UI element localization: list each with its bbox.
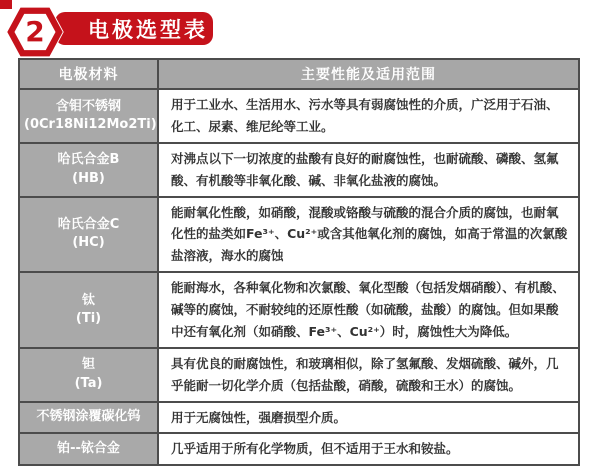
- electrode-selection-table: [18, 58, 580, 466]
- table-row: [19, 348, 579, 402]
- material-name: 哈氏合金B: [57, 152, 120, 168]
- description-cell: 能耐海水，各种氧化物和次氯酸、氧化型酸（包括发烟硝酸）、有机酸、碱等的腐蚀，不耐较纯的还原性酸（如硫酸，盐酸）的腐蚀。但如果酸中还有氧化剂（如硝酸、Fe³⁺、Cu²⁺）时，腐蚀性大为降低。: [158, 272, 579, 348]
- material-code: (0Cr18Ni12Mo2Ti): [24, 116, 157, 132]
- material-name: 含钼不锈钢: [55, 98, 121, 114]
- column-header-performance: 主要性能及适用范围: [158, 59, 579, 89]
- material-cell: [19, 197, 158, 273]
- material-cell: [19, 433, 158, 465]
- table-row: [19, 143, 579, 197]
- material-cell: [19, 143, 158, 197]
- table-row: [19, 272, 579, 348]
- material-code: (Ta): [74, 375, 103, 391]
- description-cell: 对沸点以下一切浓度的盐酸有良好的耐腐蚀性，也耐硫酸、磷酸、氢氟酸、有机酸等非氧化酸、碱、非氧化盐液的腐蚀。: [158, 143, 579, 197]
- description-cell: 用于无腐蚀性，强磨损型介质。: [158, 402, 579, 434]
- material-name: 钽: [81, 357, 95, 373]
- table-row: [19, 89, 579, 143]
- material-cell: [19, 348, 158, 402]
- description-cell: 几乎适用于所有化学物质，但不适用于王水和铵盐。: [158, 433, 579, 465]
- table-row: [19, 197, 579, 273]
- material-name: 不锈钢涂覆碳化钨: [36, 409, 141, 425]
- table-row: [19, 402, 579, 434]
- table-header-row: [19, 59, 579, 89]
- section-number-badge: [6, 5, 64, 59]
- material-name: 钛: [81, 292, 95, 308]
- material-cell: [19, 89, 158, 143]
- column-header-material: 电极材料: [19, 59, 158, 89]
- section-title-banner: [55, 12, 213, 45]
- material-name: 哈氏合金C: [57, 217, 120, 233]
- material-name: 铂--铱合金: [57, 441, 120, 457]
- material-code: (HC): [72, 235, 105, 251]
- section-title: 电极选型表: [88, 17, 208, 42]
- description-cell: 能耐氧化性酸，如硝酸，混酸或铬酸与硫酸的混合介质的腐蚀，也耐氧化性的盐类如Fe³⁺、Cu²⁺或含其他氧化剂的腐蚀，如高于常温的次氯酸盐溶液，海水的腐蚀: [158, 197, 579, 273]
- table-row: [19, 433, 579, 465]
- material-cell: [19, 272, 158, 348]
- description-cell: 用于工业水、生活用水、污水等具有弱腐蚀性的介质，广泛用于石油、化工、尿素、维尼纶等工业。: [158, 89, 579, 143]
- material-code: (Ti): [75, 310, 102, 326]
- section-number: 2: [25, 14, 45, 48]
- description-cell: 具有优良的耐腐蚀性，和玻璃相似，除了氢氟酸、发烟硫酸、碱外，几乎能耐一切化学介质（包括盐酸，硝酸，硫酸和王水）的腐蚀。: [158, 348, 579, 402]
- material-cell: [19, 402, 158, 434]
- material-code: (HB): [72, 170, 105, 186]
